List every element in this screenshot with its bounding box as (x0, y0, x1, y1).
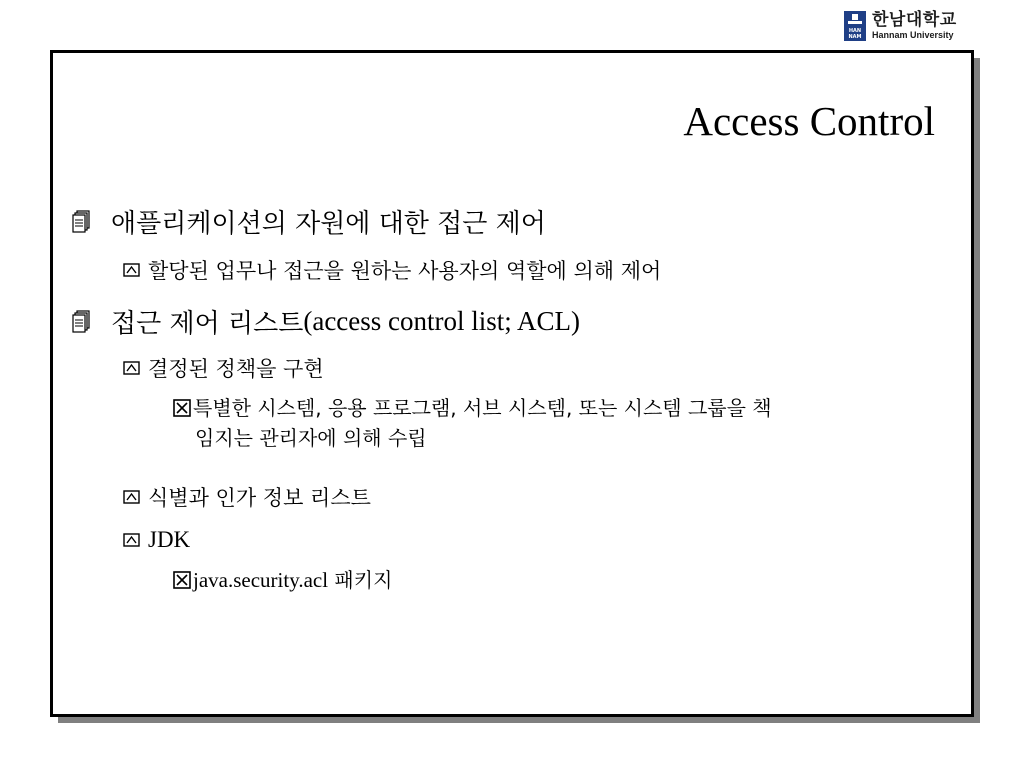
bullet-text: 패키지 (328, 568, 393, 592)
bullet-text-line2: 임지는 관리자에 의해 수립 (195, 426, 427, 450)
bullet-text: 할당된 업무나 접근을 원하는 사용자의 역할에 의해 제어 (148, 259, 662, 283)
box-caret-icon (123, 533, 140, 547)
logo-english-name: Hannam University (872, 30, 954, 40)
bullet-item-level1 (71, 203, 546, 240)
logo-emblem-text: HAN NAM (848, 28, 862, 40)
bullet-item-level2 (123, 527, 190, 553)
bullet-text-english: JDK (148, 527, 191, 552)
box-caret-icon (123, 361, 140, 375)
logo-korean-name: 한남대학교 (872, 10, 957, 30)
bullet-item-level3 (173, 393, 772, 453)
bullet-item-level2 (123, 353, 324, 383)
bullet-text-english: java.security.acl (193, 568, 329, 592)
slide-frame (50, 50, 974, 717)
box-caret-icon (123, 490, 140, 504)
university-logo (844, 8, 957, 44)
document-stack-icon (71, 310, 91, 334)
bullet-item-level3 (173, 565, 392, 595)
bullet-text-english: (access control list; ACL) (303, 306, 581, 336)
bullet-item-level2 (123, 255, 661, 285)
bullet-item-level1 (71, 303, 580, 340)
bullet-text-line1: 특별한 시스템, 응용 프로그램, 서브 시스템, 또는 시스템 그룹을 책 (193, 396, 772, 420)
logo-emblem-icon (844, 11, 866, 41)
bullet-item-level2 (123, 482, 371, 512)
document-stack-icon (71, 210, 91, 234)
bullet-text: 접근 제어 리스트 (111, 309, 304, 339)
bullet-text: 결정된 정책을 구현 (148, 357, 324, 381)
slide-title: Access Control (683, 98, 935, 144)
bullet-text: 식별과 인가 정보 리스트 (148, 486, 371, 510)
box-caret-icon (123, 263, 140, 277)
bullet-text: 애플리케이션의 자원에 대한 접근 제어 (111, 209, 546, 239)
box-x-icon (173, 571, 191, 589)
box-x-icon (173, 399, 191, 417)
